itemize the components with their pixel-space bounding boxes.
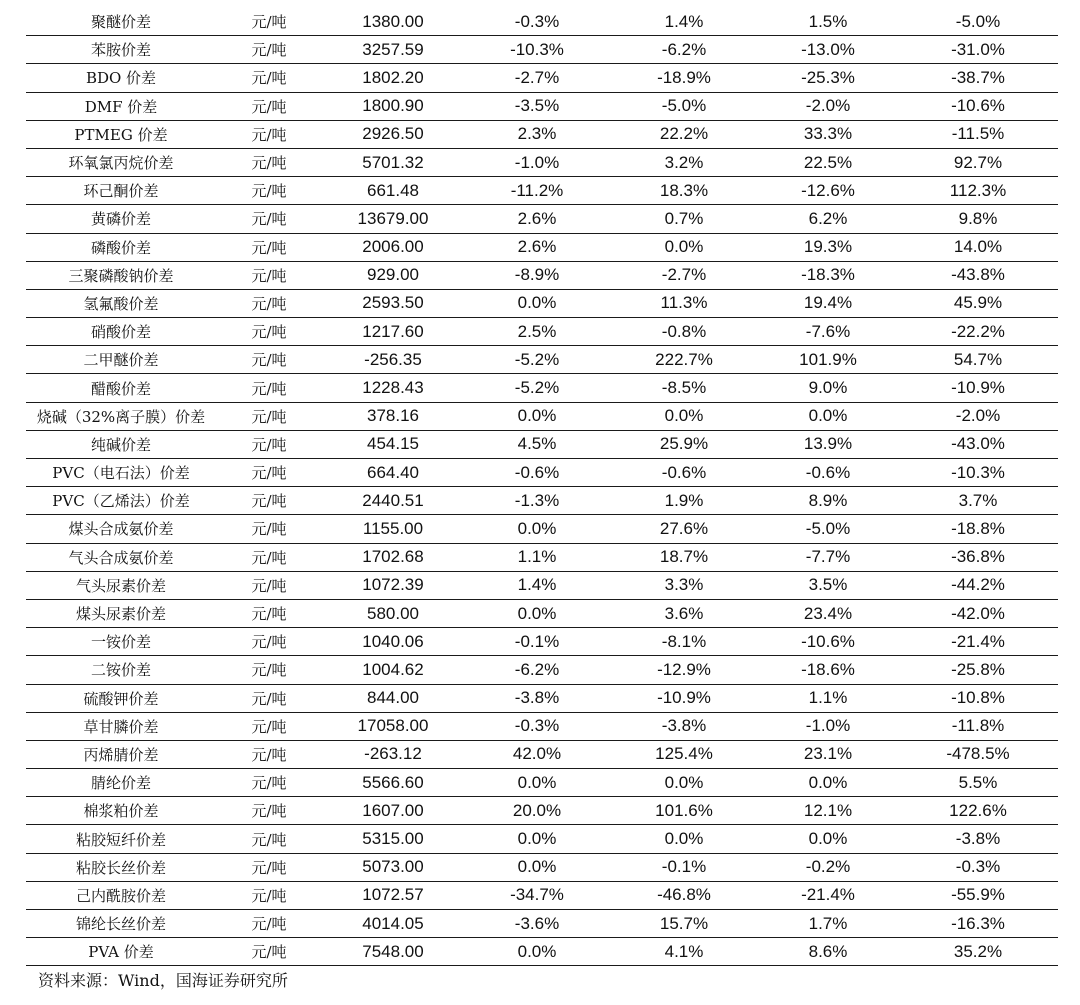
change-col-1-cell: -2.7% — [464, 64, 610, 92]
change-col-3-cell: 9.0% — [758, 374, 898, 402]
table-row — [26, 599, 1058, 627]
spread-value-cell: 5701.32 — [322, 148, 464, 176]
product-name-cell: 粘胶长丝价差 — [26, 853, 216, 881]
change-col-2-cell: 27.6% — [610, 515, 758, 543]
product-name-cell: 煤头尿素价差 — [26, 599, 216, 627]
change-col-4-cell: -25.8% — [898, 656, 1058, 684]
product-name-cell: PTMEG 价差 — [26, 120, 216, 148]
table-row — [26, 261, 1058, 289]
change-col-1-cell: 2.6% — [464, 233, 610, 261]
table-row — [26, 797, 1058, 825]
change-col-1-cell: -1.0% — [464, 148, 610, 176]
table-row — [26, 318, 1058, 346]
change-col-1-cell: -10.3% — [464, 36, 610, 64]
spread-value-cell: 7548.00 — [322, 938, 464, 966]
unit-cell: 元/吨 — [216, 318, 322, 346]
change-col-3-cell: 1.7% — [758, 910, 898, 938]
change-col-4-cell: 9.8% — [898, 205, 1058, 233]
change-col-1-cell: 1.1% — [464, 543, 610, 571]
change-col-2-cell: 3.2% — [610, 148, 758, 176]
unit-cell: 元/吨 — [216, 599, 322, 627]
change-col-2-cell: 3.6% — [610, 599, 758, 627]
table-row — [26, 853, 1058, 881]
product-name-cell: 氢氟酸价差 — [26, 289, 216, 317]
change-col-4-cell: -55.9% — [898, 881, 1058, 909]
table-row — [26, 346, 1058, 374]
spread-value-cell: 1072.39 — [322, 571, 464, 599]
change-col-2-cell: 4.1% — [610, 938, 758, 966]
product-name-cell: 己内酰胺价差 — [26, 881, 216, 909]
change-col-2-cell: -0.8% — [610, 318, 758, 346]
change-col-3-cell: -25.3% — [758, 64, 898, 92]
product-name-cell: 草甘膦价差 — [26, 712, 216, 740]
spread-value-cell: 2926.50 — [322, 120, 464, 148]
spread-value-cell: 580.00 — [322, 599, 464, 627]
product-name-cell: PVA 价差 — [26, 938, 216, 966]
change-col-1-cell: 0.0% — [464, 402, 610, 430]
table-row — [26, 402, 1058, 430]
change-col-3-cell: 23.1% — [758, 740, 898, 768]
change-col-1-cell: 0.0% — [464, 289, 610, 317]
change-col-3-cell: -7.7% — [758, 543, 898, 571]
table-row — [26, 205, 1058, 233]
change-col-3-cell: 0.0% — [758, 825, 898, 853]
change-col-2-cell: 222.7% — [610, 346, 758, 374]
source-note: 资料来源：Wind，国海证券研究所 — [38, 971, 288, 990]
change-col-1-cell: -1.3% — [464, 487, 610, 515]
change-col-4-cell: -5.0% — [898, 8, 1058, 36]
unit-cell: 元/吨 — [216, 120, 322, 148]
spread-value-cell: 929.00 — [322, 261, 464, 289]
unit-cell: 元/吨 — [216, 910, 322, 938]
change-col-1-cell: -5.2% — [464, 374, 610, 402]
product-name-cell: 醋酸价差 — [26, 374, 216, 402]
unit-cell: 元/吨 — [216, 571, 322, 599]
product-name-cell: 硫酸钾价差 — [26, 684, 216, 712]
change-col-1-cell: -5.2% — [464, 346, 610, 374]
product-name-cell: BDO 价差 — [26, 64, 216, 92]
change-col-2-cell: 1.9% — [610, 487, 758, 515]
change-col-4-cell: 92.7% — [898, 148, 1058, 176]
change-col-3-cell: 8.9% — [758, 487, 898, 515]
change-col-2-cell: -6.2% — [610, 36, 758, 64]
table-row — [26, 177, 1058, 205]
table-row — [26, 430, 1058, 458]
change-col-2-cell: 0.0% — [610, 402, 758, 430]
table-row — [26, 769, 1058, 797]
change-col-2-cell: -0.1% — [610, 853, 758, 881]
change-col-4-cell: -0.3% — [898, 853, 1058, 881]
change-col-4-cell: -3.8% — [898, 825, 1058, 853]
change-col-3-cell: -0.6% — [758, 459, 898, 487]
change-col-4-cell: -22.2% — [898, 318, 1058, 346]
unit-cell: 元/吨 — [216, 374, 322, 402]
change-col-3-cell: 8.6% — [758, 938, 898, 966]
change-col-4-cell: -44.2% — [898, 571, 1058, 599]
unit-cell: 元/吨 — [216, 515, 322, 543]
spread-value-cell: 2593.50 — [322, 289, 464, 317]
change-col-3-cell: 23.4% — [758, 599, 898, 627]
table-row — [26, 120, 1058, 148]
table-row — [26, 515, 1058, 543]
change-col-2-cell: -18.9% — [610, 64, 758, 92]
table-row — [26, 740, 1058, 768]
unit-cell: 元/吨 — [216, 430, 322, 458]
product-name-cell: 棉浆粕价差 — [26, 797, 216, 825]
change-col-3-cell: -12.6% — [758, 177, 898, 205]
change-col-3-cell: -0.2% — [758, 853, 898, 881]
change-col-1-cell: -11.2% — [464, 177, 610, 205]
change-col-3-cell: 12.1% — [758, 797, 898, 825]
spread-value-cell: -256.35 — [322, 346, 464, 374]
change-col-4-cell: 3.7% — [898, 487, 1058, 515]
table-row — [26, 64, 1058, 92]
change-col-3-cell: -13.0% — [758, 36, 898, 64]
product-name-cell: 粘胶短纤价差 — [26, 825, 216, 853]
table-row — [26, 92, 1058, 120]
product-name-cell: 三聚磷酸钠价差 — [26, 261, 216, 289]
unit-cell: 元/吨 — [216, 402, 322, 430]
product-name-cell: 纯碱价差 — [26, 430, 216, 458]
change-col-3-cell: -10.6% — [758, 628, 898, 656]
unit-cell: 元/吨 — [216, 148, 322, 176]
change-col-2-cell: 15.7% — [610, 910, 758, 938]
change-col-3-cell: -5.0% — [758, 515, 898, 543]
change-col-3-cell: -1.0% — [758, 712, 898, 740]
unit-cell: 元/吨 — [216, 233, 322, 261]
unit-cell: 元/吨 — [216, 177, 322, 205]
change-col-3-cell: 1.1% — [758, 684, 898, 712]
product-name-cell: 煤头合成氨价差 — [26, 515, 216, 543]
spread-value-cell: 5073.00 — [322, 853, 464, 881]
table-row — [26, 684, 1058, 712]
product-name-cell: 苯胺价差 — [26, 36, 216, 64]
change-col-1-cell: 0.0% — [464, 599, 610, 627]
change-col-4-cell: -42.0% — [898, 599, 1058, 627]
spread-value-cell: 2006.00 — [322, 233, 464, 261]
product-name-cell: PVC（乙烯法）价差 — [26, 487, 216, 515]
change-col-2-cell: 18.3% — [610, 177, 758, 205]
change-col-2-cell: -0.6% — [610, 459, 758, 487]
table-row — [26, 487, 1058, 515]
change-col-4-cell: -10.6% — [898, 92, 1058, 120]
product-name-cell: 二甲醚价差 — [26, 346, 216, 374]
change-col-4-cell: -2.0% — [898, 402, 1058, 430]
table-row — [26, 628, 1058, 656]
unit-cell: 元/吨 — [216, 8, 322, 36]
change-col-1-cell: -3.8% — [464, 684, 610, 712]
table-body — [26, 8, 1058, 966]
change-col-2-cell: -3.8% — [610, 712, 758, 740]
product-name-cell: 磷酸价差 — [26, 233, 216, 261]
table-row — [26, 571, 1058, 599]
spread-value-cell: 4014.05 — [322, 910, 464, 938]
change-col-4-cell: -38.7% — [898, 64, 1058, 92]
change-col-2-cell: -2.7% — [610, 261, 758, 289]
change-col-3-cell: -2.0% — [758, 92, 898, 120]
change-col-4-cell: 35.2% — [898, 938, 1058, 966]
spread-value-cell: 1802.20 — [322, 64, 464, 92]
change-col-3-cell: 0.0% — [758, 769, 898, 797]
change-col-2-cell: 0.0% — [610, 825, 758, 853]
change-col-1-cell: 1.4% — [464, 571, 610, 599]
change-col-3-cell: 13.9% — [758, 430, 898, 458]
product-name-cell: 烧碱（32%离子膜）价差 — [26, 402, 216, 430]
change-col-1-cell: -0.3% — [464, 712, 610, 740]
change-col-4-cell: 112.3% — [898, 177, 1058, 205]
change-col-1-cell: 2.6% — [464, 205, 610, 233]
table-row — [26, 233, 1058, 261]
table-row — [26, 459, 1058, 487]
product-name-cell: 丙烯腈价差 — [26, 740, 216, 768]
change-col-2-cell: 0.0% — [610, 233, 758, 261]
product-name-cell: 腈纶价差 — [26, 769, 216, 797]
change-col-2-cell: -5.0% — [610, 92, 758, 120]
spread-value-cell: 1702.68 — [322, 543, 464, 571]
change-col-2-cell: -46.8% — [610, 881, 758, 909]
spread-value-cell: -263.12 — [322, 740, 464, 768]
change-col-2-cell: 1.4% — [610, 8, 758, 36]
change-col-2-cell: 11.3% — [610, 289, 758, 317]
product-name-cell: 环己酮价差 — [26, 177, 216, 205]
change-col-4-cell: -36.8% — [898, 543, 1058, 571]
change-col-1-cell: 0.0% — [464, 938, 610, 966]
unit-cell: 元/吨 — [216, 205, 322, 233]
unit-cell: 元/吨 — [216, 92, 322, 120]
change-col-1-cell: 4.5% — [464, 430, 610, 458]
change-col-3-cell: 1.5% — [758, 8, 898, 36]
change-col-4-cell: 45.9% — [898, 289, 1058, 317]
change-col-1-cell: 0.0% — [464, 769, 610, 797]
change-col-3-cell: 33.3% — [758, 120, 898, 148]
change-col-1-cell: -0.3% — [464, 8, 610, 36]
change-col-2-cell: -8.5% — [610, 374, 758, 402]
spread-value-cell: 1217.60 — [322, 318, 464, 346]
table-row — [26, 938, 1058, 966]
spread-value-cell: 13679.00 — [322, 205, 464, 233]
product-name-cell: 硝酸价差 — [26, 318, 216, 346]
change-col-2-cell: 101.6% — [610, 797, 758, 825]
spread-value-cell: 5566.60 — [322, 769, 464, 797]
change-col-4-cell: -31.0% — [898, 36, 1058, 64]
change-col-3-cell: -18.3% — [758, 261, 898, 289]
change-col-2-cell: 22.2% — [610, 120, 758, 148]
change-col-2-cell: 25.9% — [610, 430, 758, 458]
unit-cell: 元/吨 — [216, 459, 322, 487]
product-name-cell: 环氧氯丙烷价差 — [26, 148, 216, 176]
table-row — [26, 374, 1058, 402]
product-name-cell: 黄磷价差 — [26, 205, 216, 233]
change-col-1-cell: -0.6% — [464, 459, 610, 487]
unit-cell: 元/吨 — [216, 740, 322, 768]
spread-value-cell: 1040.06 — [322, 628, 464, 656]
change-col-2-cell: 3.3% — [610, 571, 758, 599]
change-col-4-cell: -10.9% — [898, 374, 1058, 402]
change-col-1-cell: 2.3% — [464, 120, 610, 148]
spread-value-cell: 1380.00 — [322, 8, 464, 36]
table-row — [26, 543, 1058, 571]
change-col-3-cell: -7.6% — [758, 318, 898, 346]
spread-value-cell: 844.00 — [322, 684, 464, 712]
product-name-cell: 锦纶长丝价差 — [26, 910, 216, 938]
change-col-3-cell: 19.4% — [758, 289, 898, 317]
spread-value-cell: 1072.57 — [322, 881, 464, 909]
change-col-4-cell: -10.8% — [898, 684, 1058, 712]
change-col-2-cell: -10.9% — [610, 684, 758, 712]
spread-value-cell: 1228.43 — [322, 374, 464, 402]
change-col-4-cell: -11.5% — [898, 120, 1058, 148]
table-row — [26, 910, 1058, 938]
spread-value-cell: 1800.90 — [322, 92, 464, 120]
product-name-cell: DMF 价差 — [26, 92, 216, 120]
unit-cell: 元/吨 — [216, 261, 322, 289]
unit-cell: 元/吨 — [216, 938, 322, 966]
change-col-4-cell: 122.6% — [898, 797, 1058, 825]
change-col-2-cell: 125.4% — [610, 740, 758, 768]
unit-cell: 元/吨 — [216, 656, 322, 684]
table-row — [26, 881, 1058, 909]
change-col-4-cell: 5.5% — [898, 769, 1058, 797]
change-col-1-cell: 0.0% — [464, 515, 610, 543]
change-col-4-cell: -21.4% — [898, 628, 1058, 656]
product-name-cell: 气头合成氨价差 — [26, 543, 216, 571]
change-col-3-cell: 3.5% — [758, 571, 898, 599]
spread-value-cell: 664.40 — [322, 459, 464, 487]
change-col-1-cell: 0.0% — [464, 825, 610, 853]
table-row — [26, 36, 1058, 64]
spread-value-cell: 3257.59 — [322, 36, 464, 64]
change-col-4-cell: -478.5% — [898, 740, 1058, 768]
change-col-4-cell: -43.0% — [898, 430, 1058, 458]
unit-cell: 元/吨 — [216, 487, 322, 515]
unit-cell: 元/吨 — [216, 769, 322, 797]
change-col-3-cell: 19.3% — [758, 233, 898, 261]
change-col-2-cell: 18.7% — [610, 543, 758, 571]
change-col-1-cell: 2.5% — [464, 318, 610, 346]
change-col-1-cell: -6.2% — [464, 656, 610, 684]
spread-value-cell: 1607.00 — [322, 797, 464, 825]
change-col-4-cell: -18.8% — [898, 515, 1058, 543]
change-col-1-cell: -8.9% — [464, 261, 610, 289]
unit-cell: 元/吨 — [216, 853, 322, 881]
product-name-cell: PVC（电石法）价差 — [26, 459, 216, 487]
change-col-1-cell: 0.0% — [464, 853, 610, 881]
change-col-2-cell: 0.0% — [610, 769, 758, 797]
product-name-cell: 二铵价差 — [26, 656, 216, 684]
table-row — [26, 825, 1058, 853]
table-row — [26, 712, 1058, 740]
unit-cell: 元/吨 — [216, 289, 322, 317]
unit-cell: 元/吨 — [216, 543, 322, 571]
unit-cell: 元/吨 — [216, 36, 322, 64]
unit-cell: 元/吨 — [216, 797, 322, 825]
spread-value-cell: 5315.00 — [322, 825, 464, 853]
change-col-2-cell: 0.7% — [610, 205, 758, 233]
spread-value-cell: 454.15 — [322, 430, 464, 458]
table-row — [26, 289, 1058, 317]
unit-cell: 元/吨 — [216, 684, 322, 712]
spread-value-cell: 661.48 — [322, 177, 464, 205]
change-col-4-cell: -43.8% — [898, 261, 1058, 289]
change-col-4-cell: -11.8% — [898, 712, 1058, 740]
change-col-1-cell: 20.0% — [464, 797, 610, 825]
unit-cell: 元/吨 — [216, 712, 322, 740]
table-row — [26, 148, 1058, 176]
product-name-cell: 气头尿素价差 — [26, 571, 216, 599]
change-col-2-cell: -8.1% — [610, 628, 758, 656]
change-col-3-cell: 22.5% — [758, 148, 898, 176]
unit-cell: 元/吨 — [216, 346, 322, 374]
change-col-4-cell: -10.3% — [898, 459, 1058, 487]
price-spread-table — [26, 8, 1058, 966]
change-col-4-cell: 14.0% — [898, 233, 1058, 261]
change-col-3-cell: 0.0% — [758, 402, 898, 430]
change-col-3-cell: 6.2% — [758, 205, 898, 233]
product-name-cell: 一铵价差 — [26, 628, 216, 656]
change-col-4-cell: -16.3% — [898, 910, 1058, 938]
change-col-1-cell: 42.0% — [464, 740, 610, 768]
change-col-1-cell: -0.1% — [464, 628, 610, 656]
change-col-3-cell: 101.9% — [758, 346, 898, 374]
spread-value-cell: 17058.00 — [322, 712, 464, 740]
unit-cell: 元/吨 — [216, 825, 322, 853]
change-col-1-cell: -34.7% — [464, 881, 610, 909]
product-name-cell: 聚醚价差 — [26, 8, 216, 36]
spread-value-cell: 2440.51 — [322, 487, 464, 515]
change-col-4-cell: 54.7% — [898, 346, 1058, 374]
change-col-3-cell: -18.6% — [758, 656, 898, 684]
unit-cell: 元/吨 — [216, 64, 322, 92]
unit-cell: 元/吨 — [216, 628, 322, 656]
spread-value-cell: 378.16 — [322, 402, 464, 430]
spread-value-cell: 1004.62 — [322, 656, 464, 684]
spread-value-cell: 1155.00 — [322, 515, 464, 543]
unit-cell: 元/吨 — [216, 881, 322, 909]
change-col-1-cell: -3.6% — [464, 910, 610, 938]
table-row — [26, 656, 1058, 684]
change-col-1-cell: -3.5% — [464, 92, 610, 120]
change-col-3-cell: -21.4% — [758, 881, 898, 909]
table-row — [26, 8, 1058, 36]
change-col-2-cell: -12.9% — [610, 656, 758, 684]
